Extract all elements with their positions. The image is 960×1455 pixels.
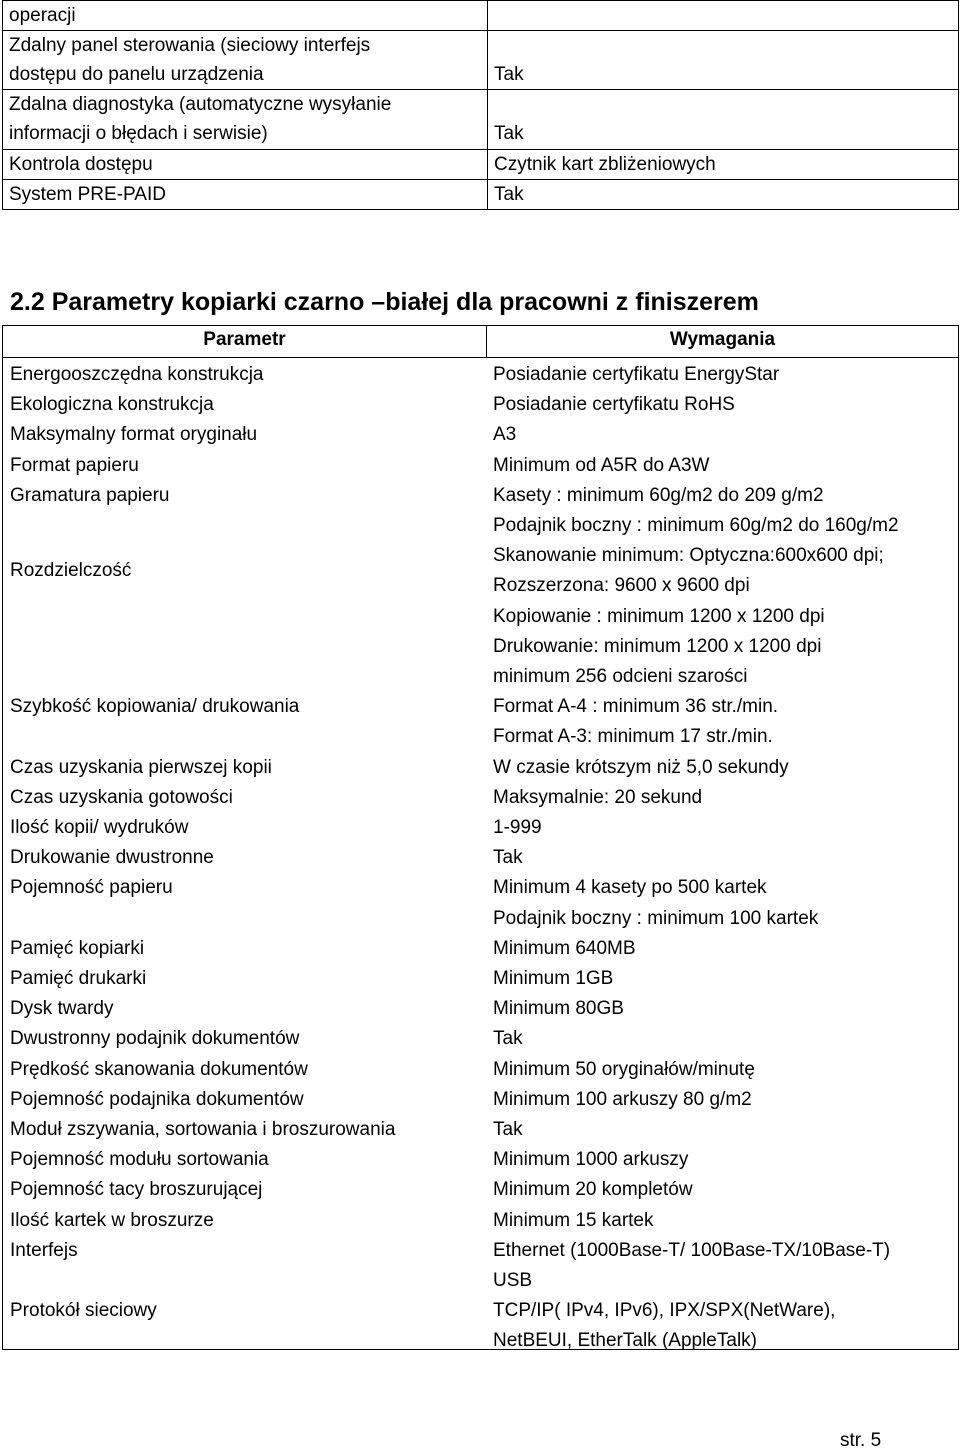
requirement-value [485,1175,958,1205]
requirement-line: Kopiowanie : minimum 1200 x 1200 dpi [493,605,825,627]
param-label: Czas uzyskania gotowości [10,786,233,808]
table-row [3,1085,958,1115]
page-number: str. 5 [840,1430,882,1451]
requirement-value [485,873,958,933]
value-text: Czytnik kart zbliżeniowych [494,153,716,175]
param-label: Ekologiczna konstrukcja [10,394,214,416]
param-label: Szybkość kopiowania/ drukowania [10,696,300,718]
param-line: Zdalny panel sterowania (sieciowy interfejs [9,35,371,57]
param-label: Dwustronny podajnik dokumentów [10,1028,300,1050]
param-line: Kontrola dostępu [9,153,153,175]
table-row [3,994,958,1024]
table-row [3,1024,958,1054]
requirement-line: minimum 256 odcieni szarości [493,665,748,687]
requirement-value [485,1236,958,1296]
table-row [3,692,958,752]
table-row [3,31,959,90]
requirement-value [485,1145,958,1175]
requirement-line: Podajnik boczny : minimum 100 kartek [493,907,819,929]
requirement-line: USB [493,1269,533,1291]
value-cell [488,1,959,31]
param-cell [3,179,488,209]
table-row [3,753,958,783]
column-header-wymagania: Wymagania [669,329,776,350]
spec-rows [3,360,958,1356]
param-label: Energooszczędna konstrukcja [10,364,264,385]
value-text: Tak [494,64,524,86]
table-row [3,179,959,209]
requirement-value [485,753,958,783]
requirement-value [485,360,958,390]
param-line: System PRE-PAID [9,183,166,205]
requirement-line: Format A-3: minimum 17 str./min. [493,726,773,748]
param-label: Czas uzyskania pierwszej kopii [10,756,272,778]
requirement-value [485,1055,958,1085]
table-row [3,1115,958,1145]
requirement-value [485,420,958,450]
requirement-line: NetBEUI, EtherTalk (AppleTalk) [493,1330,757,1352]
param-label: Maksymalny format oryginału [10,424,258,446]
value-text [494,1,952,30]
requirement-line: Format A-4 : minimum 36 str./min. [493,696,779,718]
param-cell [3,31,488,90]
param-label: Pojemność modułu sortowania [10,1149,269,1171]
requirement-value [485,843,958,873]
param-line: dostępu do panelu urządzenia [9,64,264,86]
param-label: Format papieru [10,454,139,476]
table-row [3,420,958,450]
param-label: Interfejs [10,1239,78,1261]
table-row [3,390,958,420]
table-row [3,843,958,873]
table-row [3,813,958,843]
requirement-value [485,390,958,420]
table-row [3,451,958,481]
requirement-value [485,994,958,1024]
requirement-line: Podajnik boczny : minimum 60g/m2 do 160g/m2 [493,515,899,536]
value-text: Tak [494,123,524,145]
requirement-line: A3 [493,424,517,446]
requirement-line: Minimum 1000 arkuszy [493,1149,689,1171]
param-label: Ilość kopii/ wydruków [10,816,189,838]
requirement-line: Tak [493,847,523,869]
requirement-line: Minimum od A5R do A3W [493,454,710,476]
table-row [3,1236,958,1296]
requirement-line: Minimum 50 oryginałów/minutę [493,1058,755,1080]
requirement-line: Posiadanie certyfikatu EnergyStar [493,364,780,385]
param-line: operacji [9,5,76,26]
table-row [3,1175,958,1205]
param-label: Pojemność podajnika dokumentów [10,1088,304,1110]
requirement-line: Minimum 80GB [493,998,624,1020]
param-label: Pamięć kopiarki [10,937,145,959]
requirement-line: Posiadanie certyfikatu RoHS [493,394,735,416]
value-cell [488,31,959,90]
param-line: Zdalna diagnostyka (automatyczne wysyłanie [9,94,392,116]
requirement-line: Minimum 20 kompletów [493,1179,693,1201]
table-row [3,90,959,149]
table-row [3,1296,958,1356]
requirement-line: Minimum 15 kartek [493,1209,654,1231]
requirement-value [485,783,958,813]
requirement-value [485,1085,958,1115]
param-label: Protokół sieciowy [10,1300,157,1322]
param-cell [3,149,488,179]
table-row [3,149,959,179]
table-row [3,873,958,933]
value-cell [488,149,959,179]
param-label: Prędkość skanowania dokumentów [10,1058,308,1080]
requirement-value [485,1115,958,1145]
table-row [3,1055,958,1085]
value-text: Tak [494,183,524,205]
table-row [3,964,958,994]
requirement-line: TCP/IP( IPv4, IPv6), IPX/SPX(NetWare), [493,1300,836,1322]
table-row [3,783,958,813]
requirement-line: Minimum 1GB [493,967,614,989]
requirement-value [485,1024,958,1054]
requirement-value [485,1296,958,1356]
param-label: Pojemność tacy broszurującej [10,1179,263,1201]
requirement-line: W czasie krótszym niż 5,0 sekundy [493,756,789,778]
table-row [3,1145,958,1175]
spacer [494,31,952,60]
requirement-line: Minimum 640MB [493,937,636,959]
value-cell [488,90,959,149]
section-heading: 2.2 Parametry kopiarki czarno –białej dla pracowni z finiszerem [10,288,759,316]
table-row [3,1,959,31]
requirement-line: Minimum 100 arkuszy 80 g/m2 [493,1088,752,1110]
requirement-line: Minimum 4 kasety po 500 kartek [493,877,767,899]
requirement-line: 1-999 [493,816,542,838]
table-row [3,541,958,692]
param-label: Rozdzielczość [10,560,132,582]
param-cell [3,1,488,31]
requirement-value [485,813,958,843]
requirement-line: Kasety : minimum 60g/m2 do 209 g/m2 [493,484,824,506]
spec-table [2,325,959,1350]
param-label: Drukowanie dwustronne [10,847,214,869]
table-row [3,934,958,964]
requirement-value [485,451,958,481]
table-row [3,1206,958,1236]
top-requirements-table [2,0,959,210]
param-cell [3,90,488,149]
requirement-value [485,934,958,964]
param-label: Dysk twardy [10,998,114,1020]
requirement-value [485,692,958,752]
requirement-value [485,481,958,541]
value-cell [488,179,959,209]
requirement-line: Rozszerzona: 9600 x 9600 dpi [493,575,750,597]
requirement-line: Drukowanie: minimum 1200 x 1200 dpi [493,635,822,657]
param-label: Pojemność papieru [10,877,173,899]
requirement-line: Ethernet (1000Base-T/ 100Base-TX/10Base-T) [493,1239,891,1261]
param-label: Ilość kartek w broszurze [10,1209,214,1231]
param-label: Pamięć drukarki [10,967,147,989]
param-line: informacji o błędach i serwisie) [9,123,268,145]
param-label: Moduł zszywania, sortowania i broszurowania [10,1118,396,1140]
table-row [3,360,958,390]
requirement-line: Tak [493,1118,523,1140]
requirement-value [485,541,958,692]
requirement-line: Tak [493,1028,523,1050]
requirement-value [485,1206,958,1236]
requirement-value [485,964,958,994]
param-label: Gramatura papieru [10,484,170,506]
requirement-line: Skanowanie minimum: Optyczna:600x600 dpi; [493,545,884,567]
spacer [494,90,952,119]
requirement-line: Maksymalnie: 20 sekund [493,786,703,808]
table-row [3,481,958,541]
column-header-parametr: Parametr [203,329,286,350]
header-divider [3,357,958,358]
